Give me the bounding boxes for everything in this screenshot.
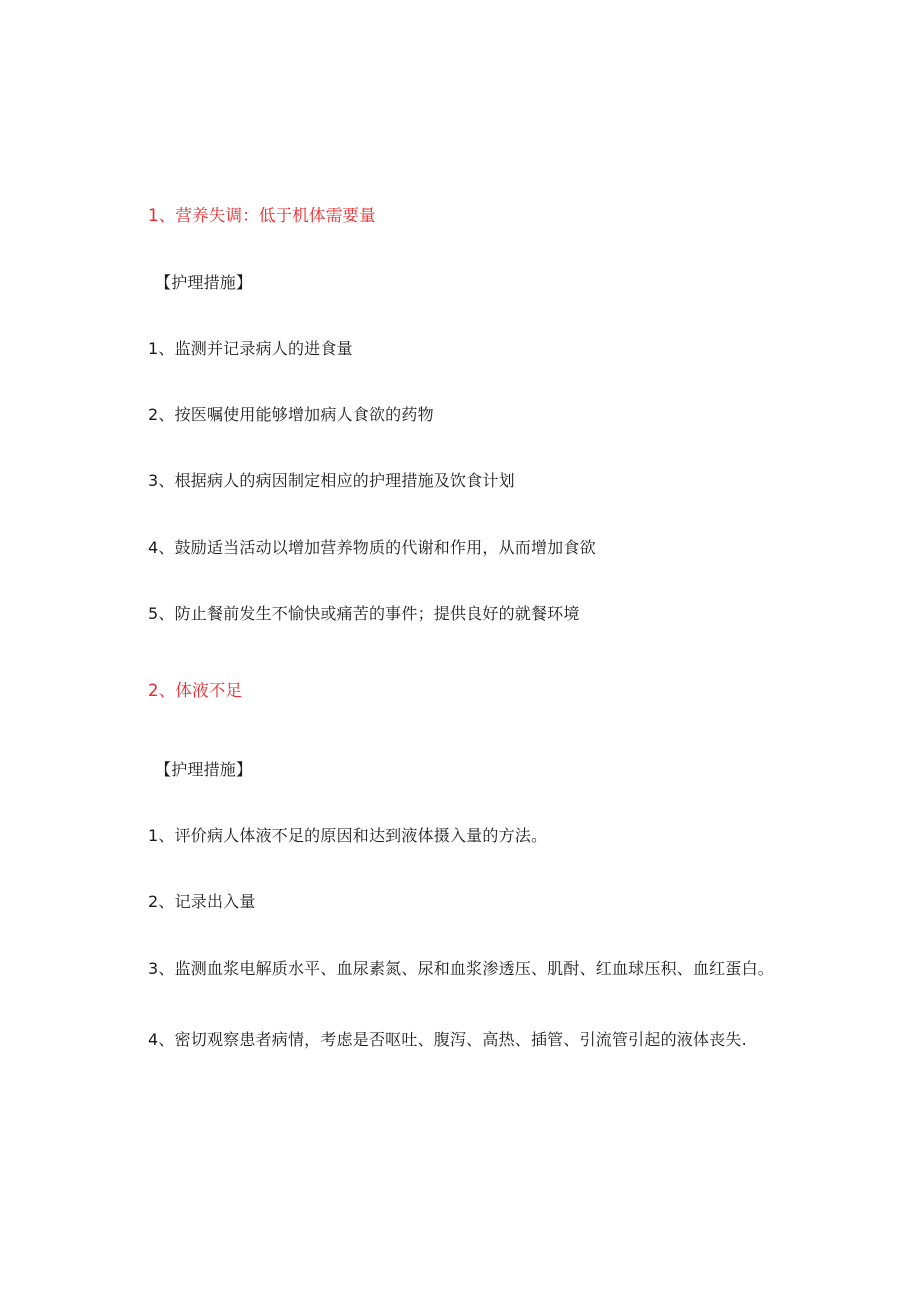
list-item: 1、监测并记录病人的进食量 xyxy=(148,339,353,358)
list-item: 4、鼓励适当活动以增加营养物质的代谢和作用，从而增加食欲 xyxy=(148,538,596,557)
nursing-measures-label-1: 【护理措施】 xyxy=(155,273,253,292)
list-item: 3、监测血浆电解质水平、血尿素氮、尿和血浆渗透压、肌酎、红血球压积、血红蛋白。 xyxy=(148,959,774,978)
list-item: 5、防止餐前发生不愉快或痛苦的事件；提供良好的就餐环境 xyxy=(148,604,580,623)
section-heading-1: 1、营养失调：低于机体需要量 xyxy=(148,206,376,225)
list-item: 2、记录出入量 xyxy=(148,892,256,911)
nursing-measures-label-2: 【护理措施】 xyxy=(155,760,253,779)
section-heading-2: 2、体液不足 xyxy=(148,681,243,700)
list-item: 4、密切观察患者病情，考虑是否呕吐、腹泻、高热、插管、引流管引起的液体丧失. xyxy=(148,1030,747,1049)
list-item: 3、根据病人的病因制定相应的护理措施及饮食计划 xyxy=(148,471,515,490)
list-item: 2、按医嘱使用能够增加病人食欲的药物 xyxy=(148,405,434,424)
list-item: 1、评价病人体液不足的原因和达到液体摄入量的方法。 xyxy=(148,826,548,845)
